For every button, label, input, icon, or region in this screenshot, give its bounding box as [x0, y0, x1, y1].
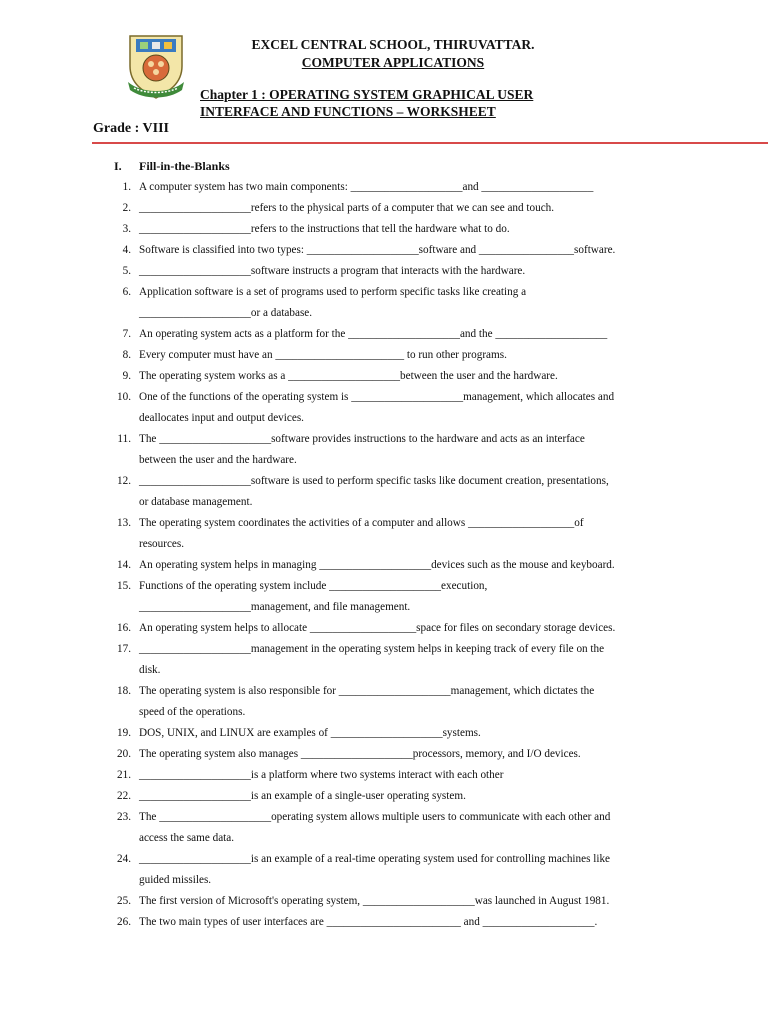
question-number: 15. [117, 580, 131, 592]
question-number: 4. [122, 244, 131, 256]
question-text: The two main types of user interfaces are ________________________ and ____________________. [139, 916, 598, 928]
section-heading [114, 159, 230, 174]
grade-label: Grade : VIII [93, 121, 169, 136]
question-text: The operating system works as a ____________________between the user and the hardware. [139, 370, 558, 382]
question-text: The first version of Microsoft's operating system, ____________________was launched in August 1981. [139, 895, 610, 907]
chapter-title [200, 86, 680, 120]
question-text: Functions of the operating system include ____________________execution, ____________________management, and file management. [139, 580, 488, 613]
question-item [108, 639, 698, 681]
question-text: ____________________refers to the instructions that tell the hardware what to do. [139, 223, 510, 235]
question-list [108, 177, 698, 933]
question-item [108, 471, 698, 513]
question-text: ____________________software is used to perform specific tasks like document creation, presentations, or database management. [139, 475, 609, 508]
question-number: 6. [122, 286, 131, 298]
question-item [108, 366, 698, 387]
question-number: 20. [117, 748, 131, 760]
header-divider [92, 142, 768, 144]
question-item [108, 576, 698, 618]
question-text: ____________________management in the operating system helps in keeping track of every file on the disk. [139, 643, 605, 676]
question-item [108, 219, 698, 240]
question-number: 16. [117, 622, 131, 634]
question-item [108, 912, 698, 933]
question-item [108, 324, 698, 345]
question-text: ____________________refers to the physical parts of a computer that we can see and touch. [139, 202, 555, 214]
question-text: ____________________software instructs a program that interacts with the hardware. [139, 265, 526, 277]
chapter-title-line1: Chapter 1 : OPERATING SYSTEM GRAPHICAL USER [200, 87, 534, 102]
question-text: A computer system has two main components: ____________________and ____________________ [139, 181, 594, 193]
school-header [0, 36, 768, 72]
question-item [108, 282, 698, 324]
question-number: 13. [117, 517, 131, 529]
section-number: I. [114, 159, 122, 173]
question-item [108, 429, 698, 471]
question-text: ____________________is an example of a single-user operating system. [139, 790, 466, 802]
question-text: The operating system is also responsible for ____________________management, which dictates the speed of the operations. [139, 685, 595, 718]
question-number: 17. [117, 643, 131, 655]
question-text: Software is classified into two types: ____________________software and _________________software. [139, 244, 616, 256]
question-number: 19. [117, 727, 131, 739]
section-title: Fill-in-the-Blanks [139, 159, 230, 173]
question-item [108, 240, 698, 261]
question-number: 22. [117, 790, 131, 802]
question-text: Every computer must have an _______________________ to run other programs. [139, 349, 507, 361]
question-number: 18. [117, 685, 131, 697]
question-item [108, 891, 698, 912]
question-item [108, 177, 698, 198]
question-text: The operating system also manages ____________________processors, memory, and I/O devices. [139, 748, 581, 760]
question-number: 2. [122, 202, 131, 214]
question-number: 8. [122, 349, 131, 361]
question-text: The operating system coordinates the activities of a computer and allows ___________________of resources. [139, 517, 584, 550]
question-number: 9. [122, 370, 131, 382]
subject-title: COMPUTER APPLICATIONS [301, 55, 485, 70]
question-number: 3. [122, 223, 131, 235]
question-number: 14. [117, 559, 131, 571]
question-item [108, 849, 698, 891]
question-item [108, 744, 698, 765]
question-text: An operating system helps to allocate ___________________space for files on secondary storage devices. [139, 622, 616, 634]
question-text: The ____________________software provides instructions to the hardware and acts as an interface between the user and the hardware. [139, 433, 585, 466]
question-item [108, 555, 698, 576]
school-name: EXCEL CENTRAL SCHOOL, THIRUVATTAR. [251, 37, 535, 52]
question-number: 10. [117, 391, 131, 403]
question-item [108, 807, 698, 849]
question-item [108, 723, 698, 744]
question-number: 11. [117, 433, 131, 445]
question-number: 7. [122, 328, 131, 340]
question-number: 12. [117, 475, 131, 487]
question-text: Application software is a set of programs used to perform specific tasks like creating a ____________________or a database. [139, 286, 527, 319]
question-item [108, 345, 698, 366]
question-text: One of the functions of the operating system is ____________________management, which allocates and deallocates input and output devices. [139, 391, 615, 424]
question-item [108, 198, 698, 219]
question-text: The ____________________operating system allows multiple users to communicate with each other and access the same data. [139, 811, 611, 844]
question-item [108, 786, 698, 807]
question-number: 23. [117, 811, 131, 823]
question-number: 25. [117, 895, 131, 907]
question-item [108, 765, 698, 786]
question-number: 21. [117, 769, 131, 781]
question-number: 24. [117, 853, 131, 865]
question-number: 26. [117, 916, 131, 928]
question-number: 1. [122, 181, 131, 193]
question-text: ____________________is a platform where two systems interact with each other [139, 769, 504, 781]
question-text: An operating system acts as a platform for the ____________________and the ____________________ [139, 328, 608, 340]
question-item [108, 261, 698, 282]
question-number: 5. [122, 265, 131, 277]
question-item [108, 387, 698, 429]
question-item [108, 513, 698, 555]
question-text: ____________________is an example of a real-time operating system used for controlling machines like guided missiles. [139, 853, 611, 886]
question-item [108, 681, 698, 723]
question-text: DOS, UNIX, and LINUX are examples of ____________________systems. [139, 727, 481, 739]
question-text: An operating system helps in managing ____________________devices such as the mouse and keyboard. [139, 559, 615, 571]
question-item [108, 618, 698, 639]
chapter-title-line2: INTERFACE AND FUNCTIONS – WORKSHEET [200, 104, 496, 119]
